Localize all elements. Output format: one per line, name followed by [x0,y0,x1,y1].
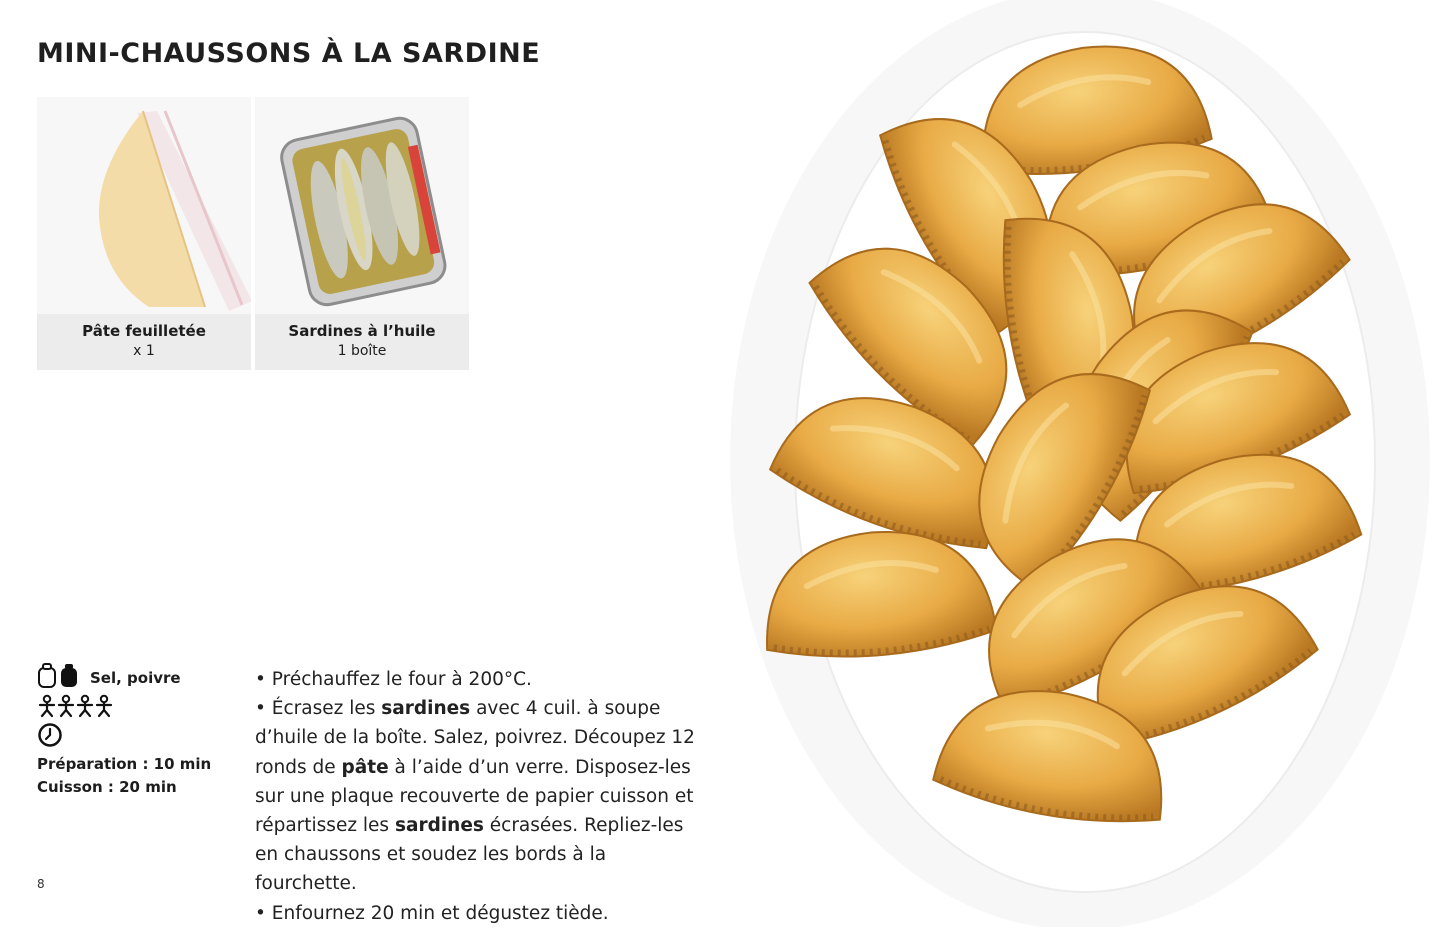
ingredient-name: Pâte feuilletée [82,322,206,340]
step-ingredient-highlight: pâte [341,756,389,778]
sardine-tin-photo [255,97,469,314]
ingredient-caption [255,314,469,370]
step-text: • Écrasez les [255,698,382,720]
preparation-time: Préparation : 10 min [37,755,212,773]
recipe-steps [255,665,705,928]
page-number: 8 [37,877,45,891]
ingredient-card-pastry [37,97,251,370]
person-icon [59,696,73,716]
ingredient-quantity: x 1 [133,343,155,359]
recipe-info [37,663,237,799]
plate-of-turnovers-photo [715,0,1445,927]
step-text: • Enfournez 20 min et dégustez tiède. [255,902,609,924]
people-icon [37,694,117,722]
ingredient-name: Sardines à l’huile [288,322,436,340]
timings [37,753,237,799]
person-icon [97,696,111,716]
seasoning-row [37,663,237,693]
step-text: écrasées. Repliez-les en chaussons et soudez les bords à la fourchette. [255,815,684,895]
ingredient-card-sardines [255,97,469,370]
salt-pepper-icon [37,663,81,693]
step-item [255,899,705,928]
step-ingredient-highlight: sardines [394,815,484,837]
step-text: à l’aide d’un verre. Disposez-les sur une plaque recouverte de papier cuisson et répartissez les [255,756,694,837]
cooking-time: Cuisson : 20 min [37,778,177,796]
step-item [255,665,705,694]
step-text: • Préchauffez le four à 200°C. [255,669,532,690]
timer-row [37,723,237,751]
seasoning-label: Sel, poivre [90,669,181,687]
step-ingredient-highlight: sardines [381,698,471,720]
clock-icon [37,722,63,752]
person-icon [40,696,54,716]
recipe-title: MINI-CHAUSSONS À LA SARDINE [37,38,541,69]
ingredient-quantity: 1 boîte [337,343,387,359]
person-icon [78,696,92,716]
puff-pastry-photo [37,97,251,314]
ingredient-caption [37,314,251,370]
step-text: avec 4 cuil. à soupe d’huile de la boîte. Salez, poivrez. Découpez 12 ronds de [255,698,695,778]
servings-row [37,693,237,723]
step-item [255,694,705,898]
